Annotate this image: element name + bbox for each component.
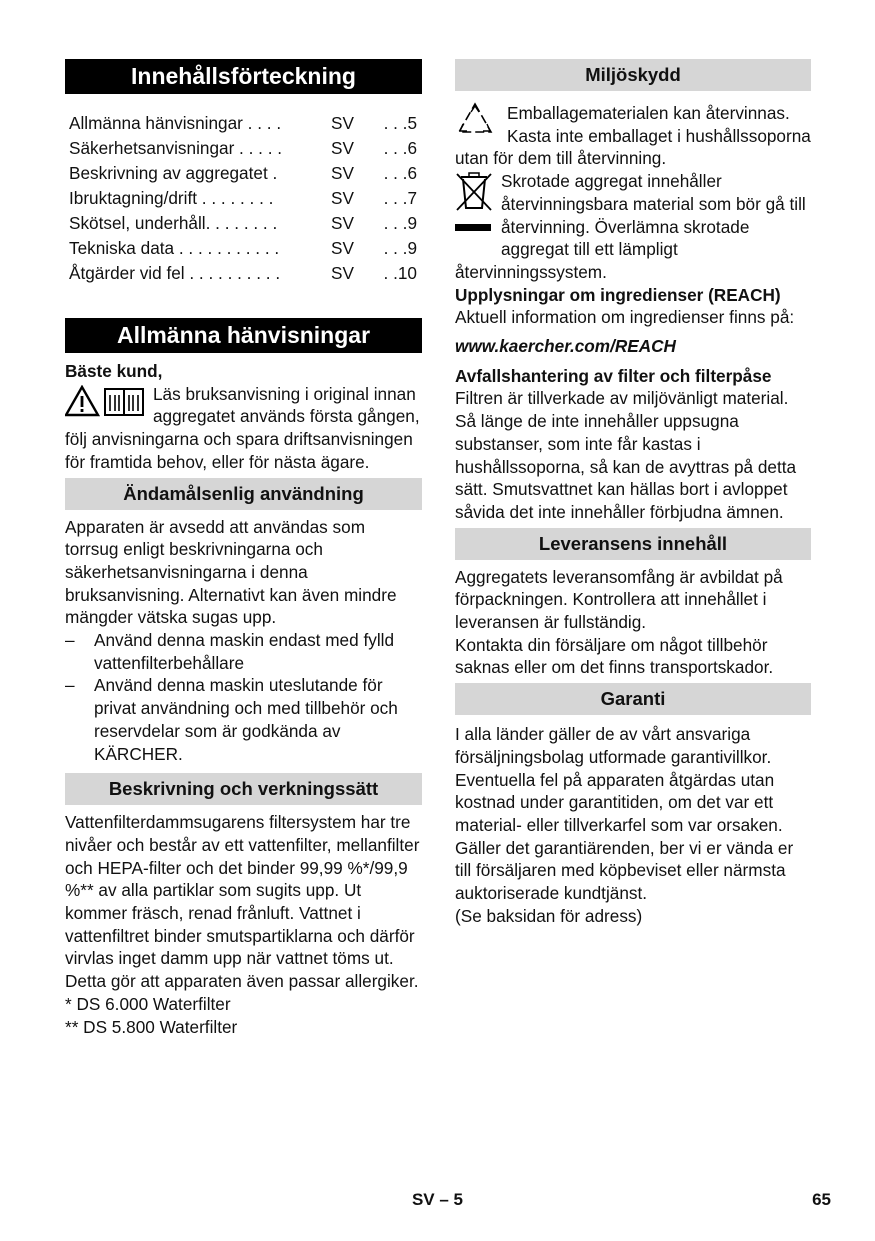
- general-heading: Allmänna hänvisningar: [65, 318, 422, 353]
- toc-entry-page: . . .9: [383, 238, 417, 258]
- toc-entry-page: . . .9: [383, 213, 417, 233]
- crossed-bin-icon: [455, 172, 493, 240]
- list-item: [65, 674, 422, 765]
- toc-row[interactable]: [65, 111, 422, 136]
- manual-book-icon: [105, 389, 143, 415]
- toc-row[interactable]: [65, 211, 422, 236]
- intended-use-heading: Ändamålsenlig användning: [65, 478, 422, 510]
- function-text: Vattenfilterdammsugarens filtersystem har tre nivåer och består av ett vattenfilter, mellanfilter och HEPA-filter och det binder 99,99 %*/99,9 %** av alla partiklar som sugits upp. Ut kommer fräsch, renad frånluft. Vattnet i vattenfiltret binder smutspartiklarna och därför virvlas inget damm upp när vattnet töms ut. Detta gör att apparaten även passar allergiker.: [65, 812, 420, 992]
- toc-entry-lang: SV: [331, 263, 354, 283]
- toc-entry-page: . . .6: [383, 138, 417, 158]
- reach-heading: Upplysningar om ingredienser (REACH): [455, 284, 781, 305]
- page-number: 65: [812, 1190, 831, 1209]
- toc-entry-lang: SV: [331, 138, 354, 158]
- toc-entry-page: . .10: [383, 263, 417, 283]
- toc-entry-lang: SV: [331, 213, 354, 233]
- dash-mark: –: [65, 675, 75, 696]
- warranty-text: I alla länder gäller de av vårt ansvariga försäljningsbolag utformade garantivillkor. Eventuella fel på apparaten åtgärdas utan kostnad under garantitiden, om det var ett material- eller tillverkarfel som var orsaken. Gäller det garantiärenden, ber vi er vända er till försäljaren med köpbeviset eller närmsta auktoriserade kundtjänst.: [455, 724, 794, 904]
- filter-text: Filtren är tillverkade av miljövänligt material. Så länge de inte innehåller uppsugna substanser, som inte får kastas i hushållssoporna, så kan de avyttras på detta sätt. Smutsvattnet kan hällas bort i avloppet såvida det inte innehåller förbjudna ämnen.: [455, 388, 797, 522]
- table-of-contents: [65, 111, 422, 286]
- read-manual-text: Läs bruksanvisning i original innan aggregatet används första gången, följ anvisningarna och spara driftsanvisningen för framtida behov, eller för nästa ägare.: [65, 383, 420, 472]
- toc-entry-title: Tekniska data . . . . . . . . . . .: [69, 238, 280, 258]
- footnote: ** DS 5.800 Waterfilter: [65, 1016, 238, 1037]
- reach-text: Aktuell information om ingredienser finns på:: [455, 307, 795, 328]
- footnote: * DS 6.000 Waterfilter: [65, 993, 231, 1014]
- list-item-text: Använd denna maskin uteslutande för privat användning och med tillbehör och reservdelar som är godkända av KÄRCHER.: [94, 675, 398, 764]
- toc-entry-lang: SV: [331, 238, 354, 258]
- environment-heading: Miljöskydd: [455, 59, 811, 91]
- warranty-heading: Garanti: [455, 683, 811, 715]
- toc-entry-title: Skötsel, underhåll. . . . . . . .: [69, 213, 278, 233]
- toc-row[interactable]: [65, 261, 422, 286]
- toc-entry-title: Ibruktagning/drift . . . . . . . .: [69, 188, 274, 208]
- toc-heading: Innehållsförteckning: [65, 59, 422, 94]
- toc-entry-title: Säkerhetsanvisningar . . . . .: [69, 138, 283, 158]
- filter-heading: Avfallshantering av filter och filterpåse: [455, 365, 772, 386]
- toc-row[interactable]: [65, 161, 422, 186]
- intended-use-text: Apparaten är avsedd att användas som torrsug enligt beskrivningarna och säkerhetsanvisningarna i denna bruksanvisning. Alternativt kan även mindre mängder vätska sugas upp.: [65, 516, 397, 628]
- toc-entry-page: . . .6: [383, 163, 417, 183]
- list-item-text: Använd denna maskin endast med fylld vattenfilterbehållare: [94, 630, 395, 673]
- toc-entry-lang: SV: [331, 188, 354, 208]
- reach-link[interactable]: www.kaercher.com/REACH: [455, 336, 676, 357]
- toc-row[interactable]: [65, 236, 422, 261]
- toc-entry-lang: SV: [331, 163, 354, 183]
- left-column: [65, 59, 422, 1038]
- toc-entry-page: . . .7: [383, 188, 417, 208]
- disposal-block: [455, 170, 811, 284]
- toc-entry-page: . . .5: [383, 113, 417, 133]
- packaging-text: Emballagematerialen kan återvinnas. Kasta inte emballaget i hushållssoporna utan för dem till återvinning.: [455, 103, 811, 169]
- delivery-text: Aggregatets leveransomfång är avbildat på förpackningen. Kontrollera att innehållet i leveransen är fullständig.: [455, 566, 783, 633]
- list-item: [65, 629, 422, 674]
- delivery-heading: Leveransens innehåll: [455, 528, 811, 560]
- toc-row[interactable]: [65, 136, 422, 161]
- toc-entry-title: Allmänna hänvisningar . . . .: [69, 113, 282, 133]
- toc-entry-title: Beskrivning av aggregatet .: [69, 163, 278, 183]
- disposal-text: Skrotade aggregat innehåller återvinningsbara material som bör gå till återvinning. Överlämna skrotade aggregat till ett lämpligt återvinningssystem.: [455, 171, 806, 282]
- footer-section-label: SV – 5: [411, 1190, 464, 1209]
- delivery-text: Kontakta din försäljare om något tillbehör saknas eller om det finns transportskador.: [455, 634, 774, 678]
- right-column: [455, 59, 811, 928]
- toc-row[interactable]: [65, 186, 422, 211]
- toc-entry-lang: SV: [331, 113, 354, 133]
- warranty-text: (Se baksidan för adress): [455, 905, 643, 926]
- notice-icons: [65, 385, 145, 423]
- greeting: Bäste kund,: [65, 361, 163, 381]
- recycling-icon: [457, 102, 493, 142]
- function-heading: Beskrivning och verkningssätt: [65, 773, 422, 805]
- packaging-block: [455, 102, 811, 170]
- warning-triangle-icon: [65, 385, 145, 417]
- toc-entry-title: Åtgärder vid fel . . . . . . . . . .: [69, 263, 281, 283]
- dash-mark: –: [65, 630, 75, 651]
- read-manual-block: [65, 383, 422, 474]
